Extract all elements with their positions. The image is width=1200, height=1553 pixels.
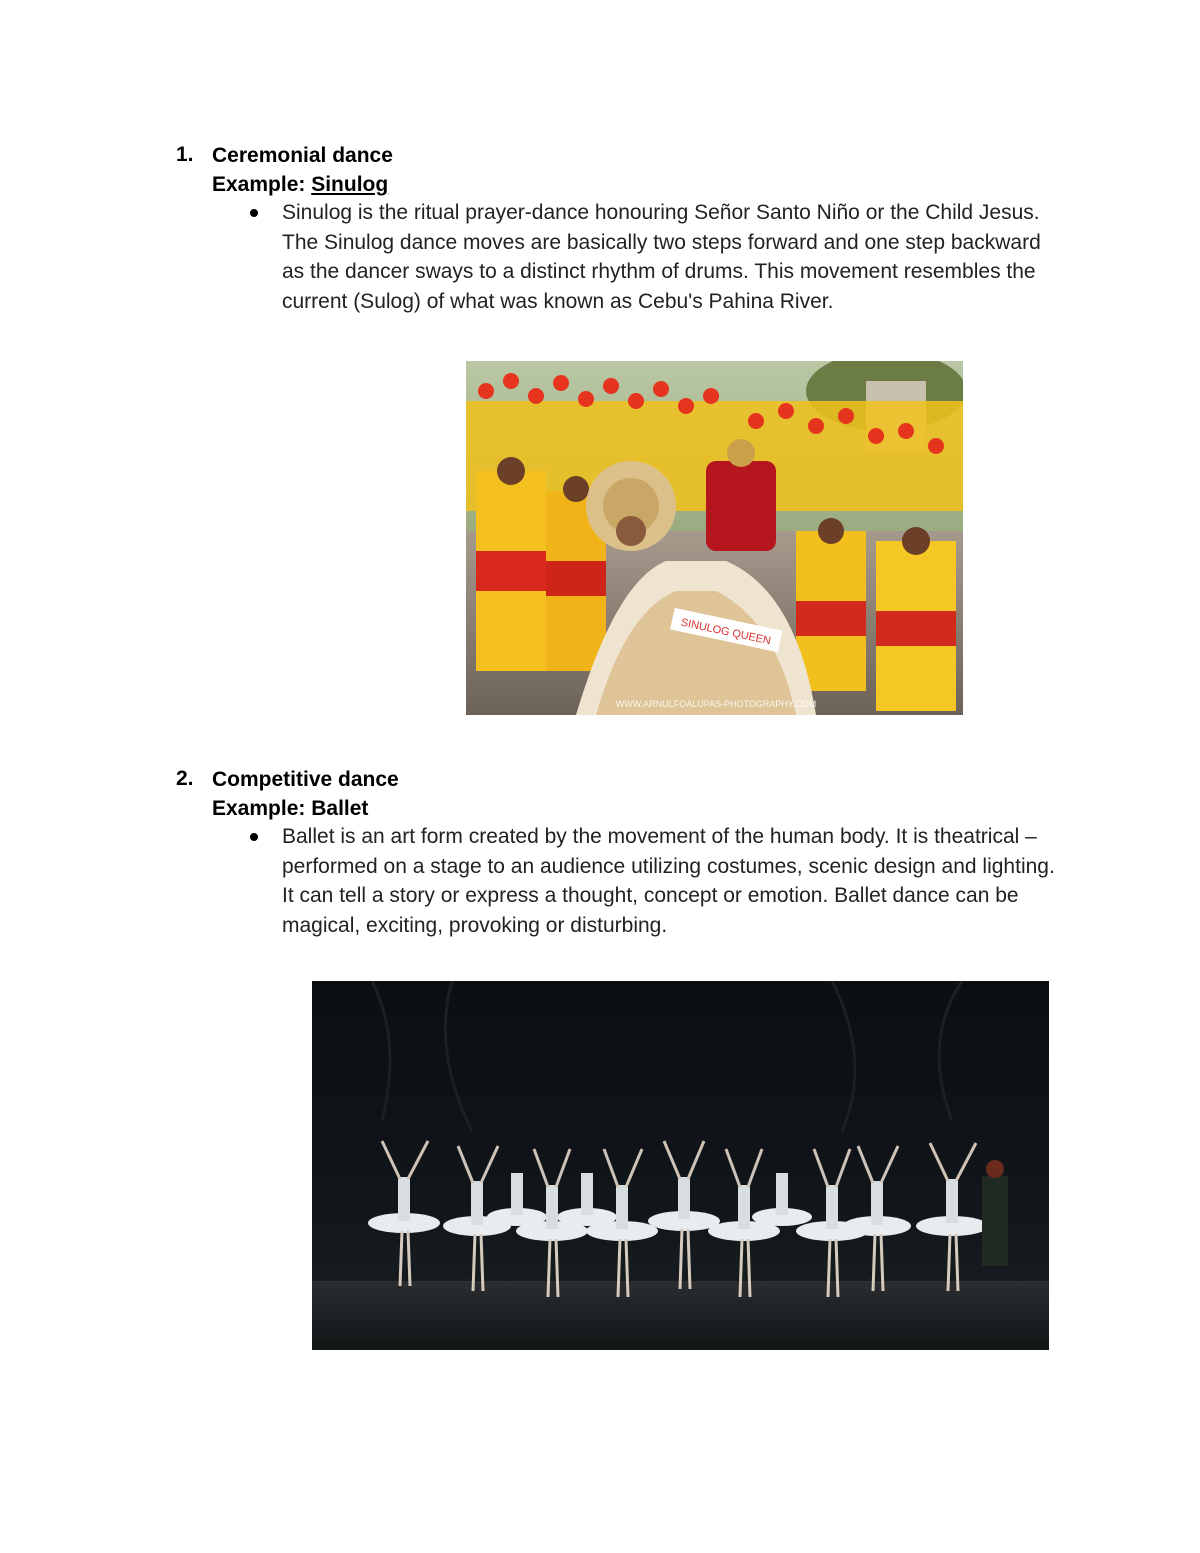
photo-watermark: WWW.ARNULFOALUPAS-PHOTOGRAPHY.COM: [615, 699, 817, 709]
example-label: Example:: [212, 173, 306, 196]
list-number-2: 2.: [176, 767, 194, 790]
bullet-icon: [250, 209, 258, 217]
sash-text: SINULOG QUEEN: [679, 616, 772, 648]
section-1-title: Ceremonial dance: [212, 144, 393, 167]
section-2-example: [212, 794, 368, 823]
sinulog-photo: [466, 361, 963, 715]
example-label: Example:: [212, 797, 306, 820]
bullet-icon: [250, 833, 258, 841]
section-2-description: Ballet is an art form created by the movement of the human body. It is theatrical – performed on a stage to an audience utilizing costumes, scenic design and lighting. It can tell a story or express a thought, concept or emotion. Ballet dance can be magical, exciting, provoking or disturbing.: [282, 825, 1055, 937]
example-value-ballet: Ballet: [311, 797, 369, 820]
section-2-title: Competitive dance: [212, 768, 399, 791]
list-number-1: 1.: [176, 143, 194, 166]
example-link-sinulog[interactable]: Sinulog: [311, 173, 389, 196]
ballet-photo: [312, 981, 1049, 1350]
section-1-description: Sinulog is the ritual prayer-dance honouring Señor Santo Niño or the Child Jesus. The Sinulog dance moves are basically two steps forward and one step backward as the dancer sways to a distinct rhythm of drums. This movement resembles the current (Sulog) of what was known as Cebu's Pahina River.: [282, 201, 1041, 313]
section-1-example: [212, 170, 388, 199]
